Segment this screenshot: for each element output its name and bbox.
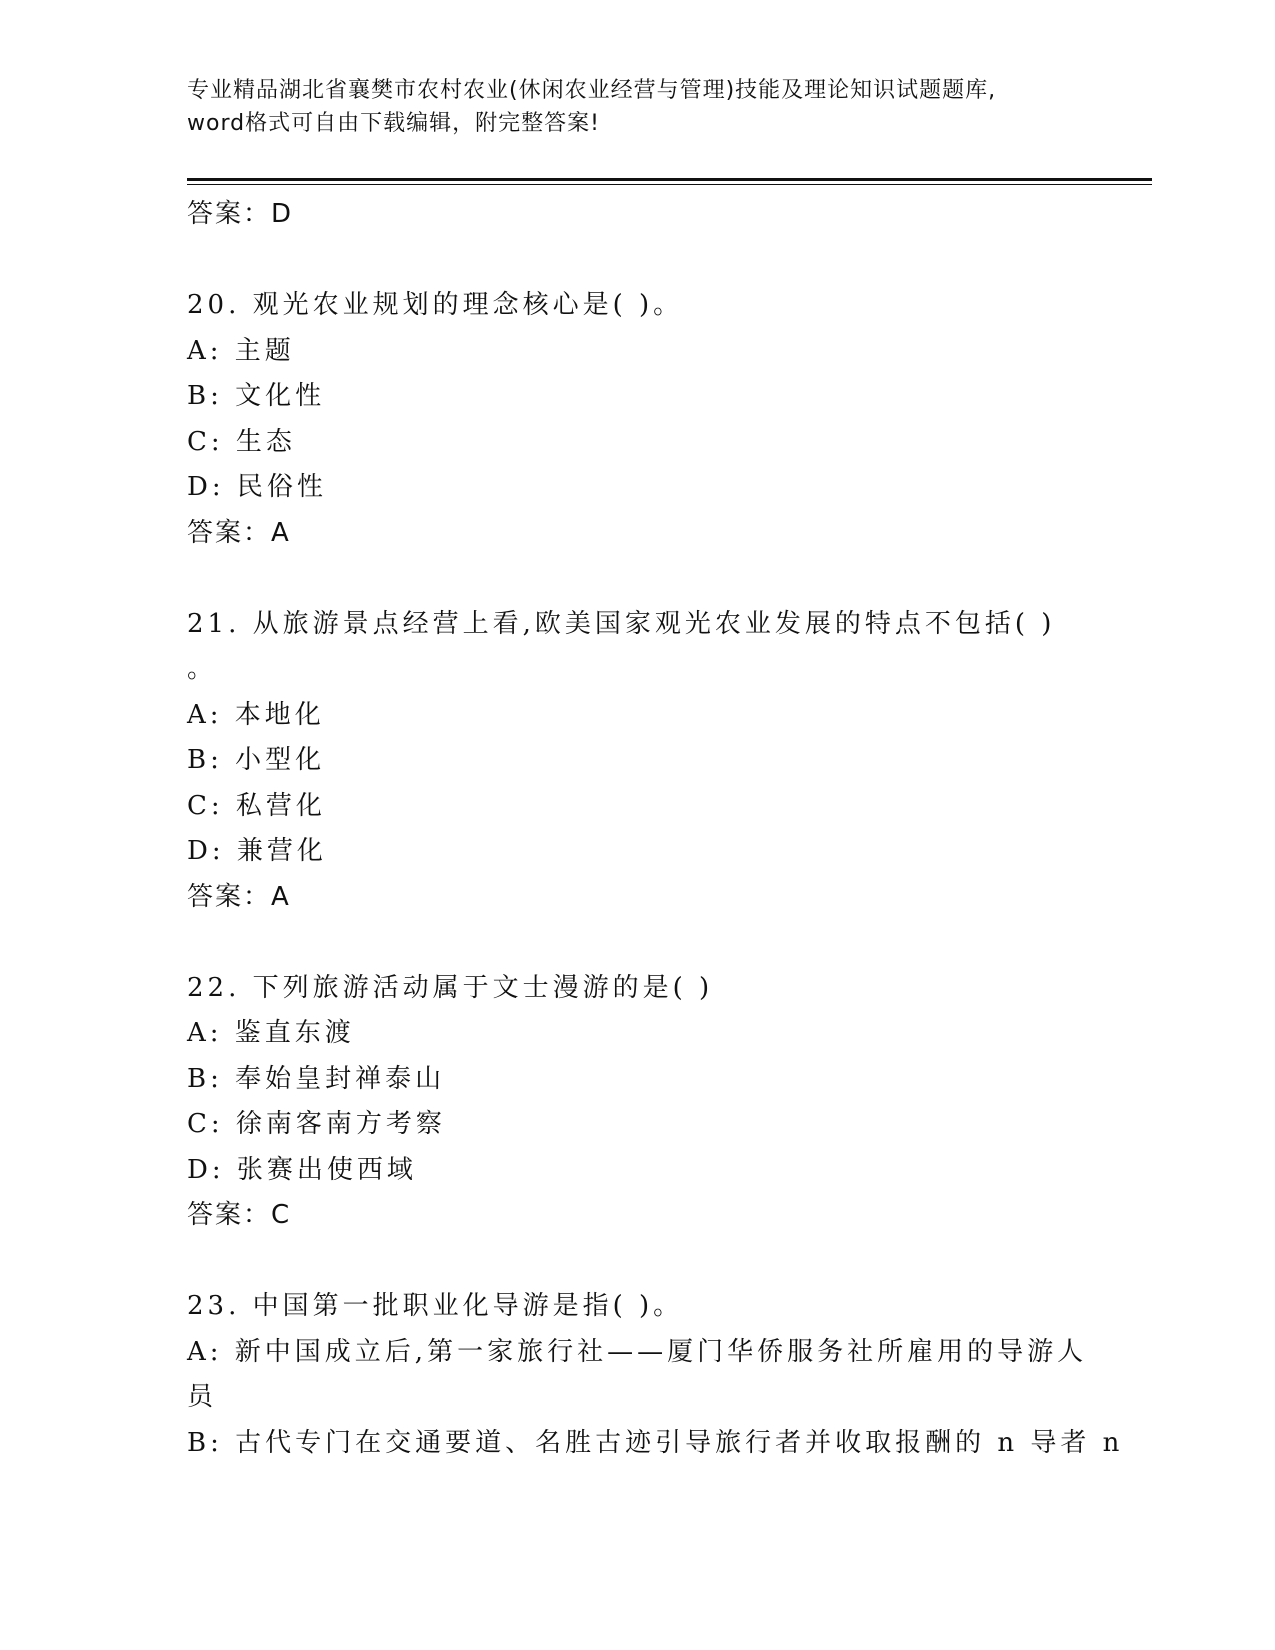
option-d: D: 民俗性 [187, 472, 327, 502]
question-21 [187, 602, 1087, 921]
document-header [187, 74, 1087, 140]
option-d: D: 张赛出使西域 [187, 1154, 417, 1185]
question-text: 22. 下列旅游活动属于文士漫游的是( ) [187, 972, 714, 1003]
option-d: D: 兼营化 [187, 836, 327, 866]
question-list [187, 192, 1124, 1466]
header-rule-thin [187, 184, 1152, 185]
option-c: C: 徐南客南方考察 [187, 1109, 446, 1139]
option-a: A: 鉴直东渡 [187, 1018, 355, 1048]
question-23 [187, 1284, 1124, 1466]
question-20 [187, 283, 1087, 556]
option-c: C: 私营化 [187, 790, 326, 821]
option-b: B: 小型化 [187, 745, 326, 775]
answer-line: 答案：D [187, 199, 294, 229]
option-b: B: 奉始皇封禅泰山 [187, 1063, 446, 1094]
option-c: C: 生态 [187, 426, 296, 457]
answer-line: 答案：C [187, 1200, 292, 1230]
answer-line: 答案：A [187, 517, 291, 548]
question-22 [187, 966, 1087, 1239]
answer-line: 答案：A [187, 881, 291, 912]
option-a: A: 本地化 [187, 699, 325, 730]
header-rule [187, 178, 1152, 181]
option-b: B: 文化性 [187, 381, 326, 411]
option-b: B: 古代专门在交通要道、名胜古迹引导旅行者并收取报酬的 n 导者 n [187, 1427, 1124, 1458]
question-text-continued: 。 [187, 654, 218, 684]
option-a-continued: 员 [187, 1382, 218, 1412]
question-text: 20. 观光农业规划的理念核心是( )。 [187, 290, 684, 320]
option-a: A: 新中国成立后,第一家旅行社——厦门华侨服务社所雇用的导游人 [187, 1336, 1088, 1367]
question-text: 21. 从旅游景点经营上看,欧美国家观光农业发展的特点不包括( ) [187, 608, 1056, 639]
header-line-1: 专业精品湖北省襄樊市农村农业(休闲农业经营与管理)技能及理论知识试题题库, [187, 78, 997, 103]
header-line-2: word格式可自由下载编辑，附完整答案! [187, 111, 600, 136]
question-text: 23. 中国第一批职业化导游是指( )。 [187, 1291, 684, 1321]
option-a: A: 主题 [187, 335, 295, 366]
